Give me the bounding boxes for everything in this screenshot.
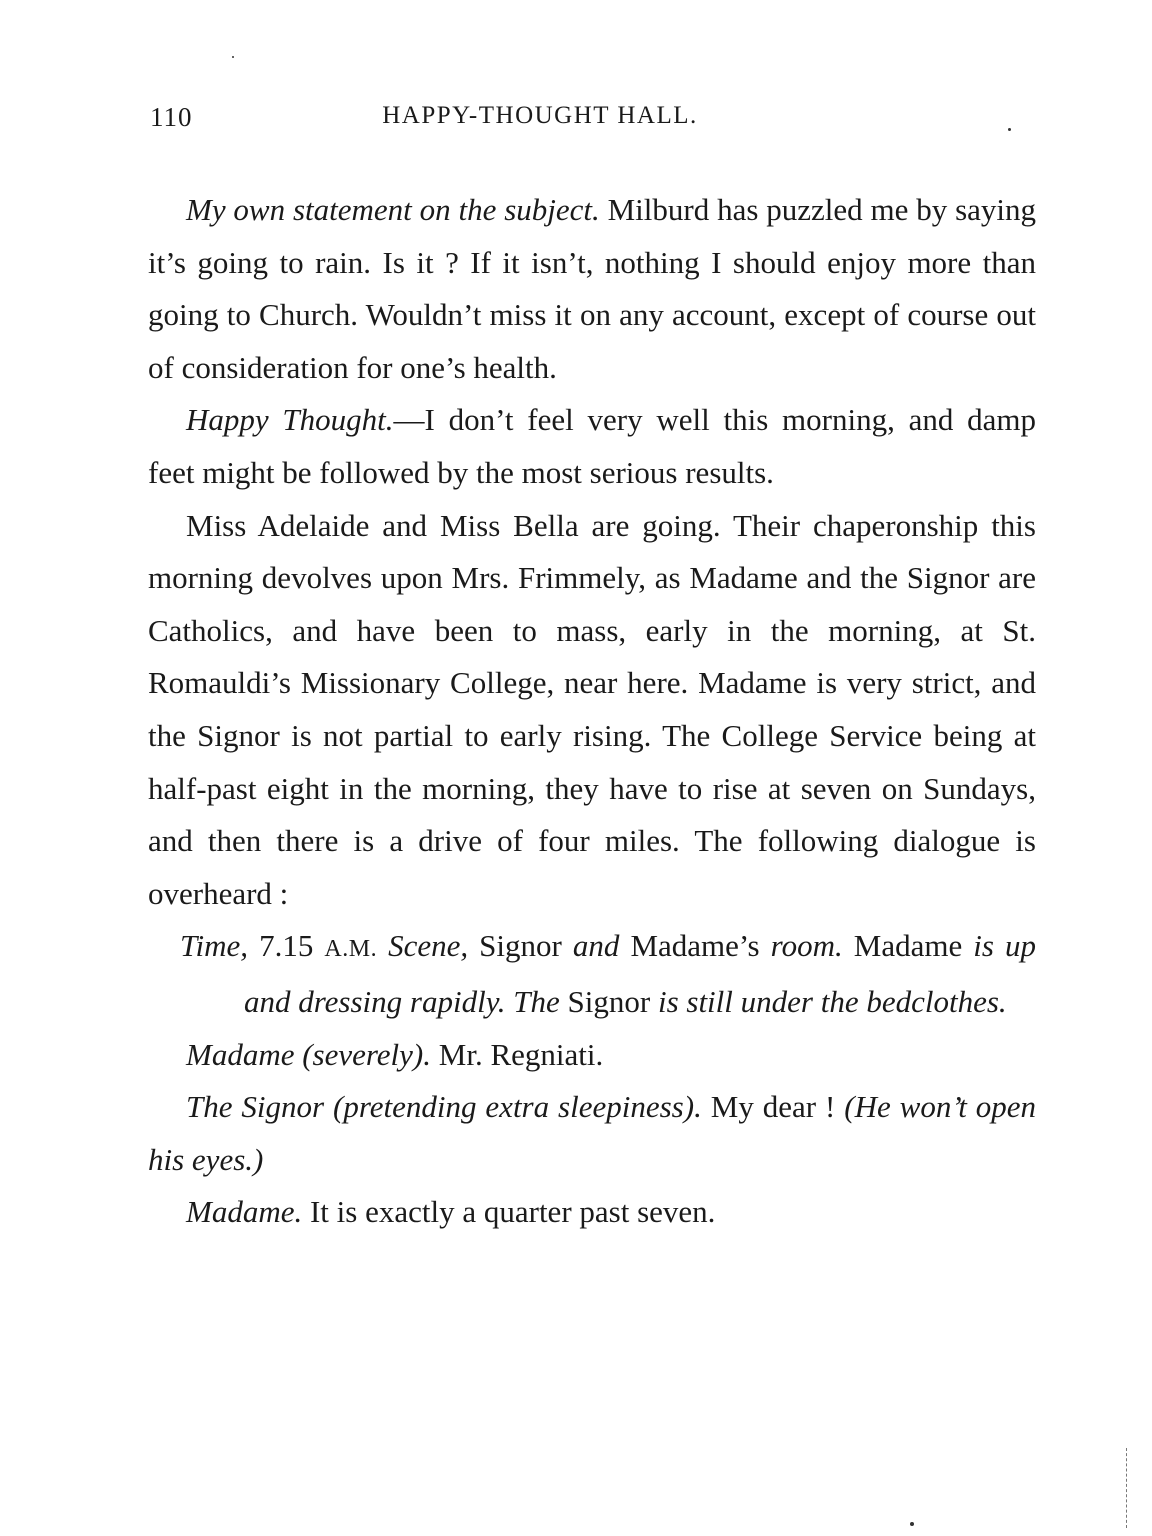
scan-edge-mark bbox=[1126, 1448, 1127, 1528]
scene-and: and bbox=[572, 928, 620, 964]
paragraph-narrative bbox=[148, 500, 1036, 921]
running-title: HAPPY-THOUGHT HALL. bbox=[382, 102, 698, 129]
paragraph-text: Miss Adelaide and Miss Bella are going. Their chaperonship this morning devolves upon Mrs. Frimmely, as Madame and the Signor are Catholics, and have been to mass, early in the morning, at St. Romauldi’s Missionary College, near here. Madame is very strict, and the Signor is not partial to early rising. The College Service being at half-past eight in the morning, they have to rise at seven on Sundays, and then there is a drive of four miles. The following dialogue is overheard : bbox=[148, 507, 1036, 911]
time-am: A.M. bbox=[324, 936, 378, 963]
paragraph-lead: Happy Thought. bbox=[186, 402, 394, 438]
paragraph-happy-thought bbox=[148, 394, 1036, 499]
stage-direction bbox=[148, 920, 1036, 1028]
scene-label: Scene, bbox=[388, 928, 469, 964]
scan-speck bbox=[910, 1522, 914, 1526]
paragraph-lead: My own statement on the subject. bbox=[186, 192, 600, 227]
dialogue-line bbox=[148, 1029, 1036, 1082]
scene-madames: Madame’s bbox=[619, 928, 771, 964]
speech: My dear ! bbox=[701, 1089, 845, 1125]
speaker: Madame. bbox=[186, 1194, 303, 1230]
scan-speck bbox=[1008, 128, 1011, 131]
scene-the: The bbox=[505, 983, 560, 1019]
speech: It is exactly a quarter past seven. bbox=[302, 1194, 716, 1230]
speech: Mr. Regniati. bbox=[431, 1036, 604, 1072]
page-header bbox=[150, 102, 1030, 142]
scene-signor: Signor bbox=[468, 928, 573, 964]
scan-speck bbox=[232, 56, 234, 58]
speaker: Madame (severely). bbox=[186, 1036, 432, 1072]
dialogue-line bbox=[148, 1186, 1036, 1239]
dialogue-line bbox=[148, 1081, 1036, 1186]
aside: (He won’t open his eyes.) bbox=[148, 1089, 1037, 1177]
scene-room: room. bbox=[770, 928, 843, 964]
page-number: 110 bbox=[150, 102, 193, 132]
speaker: The Signor (pretending extra sleepiness). bbox=[186, 1089, 702, 1125]
time-value: 7.15 bbox=[248, 928, 325, 964]
time-label: Time, bbox=[180, 928, 249, 964]
paragraph-statement bbox=[148, 184, 1036, 394]
paragraph-text: Milburd has puzzled me by saying it’s going to rain. Is it ? If it isn’t, nothing I should enjoy more than going to Church. Wouldn’t miss it on any account, except of course out of consideration for one’s health. bbox=[148, 192, 1037, 385]
scene-madame: Madame bbox=[842, 928, 974, 964]
scene-still: is still under the bedclothes. bbox=[657, 983, 1007, 1019]
scene-signor-2: Signor bbox=[559, 983, 658, 1019]
paragraph-text: —I don’t feel very well this morning, and damp feet might be followed by the most serious results. bbox=[148, 402, 1037, 490]
scene-action: is up and dressing rapidly. bbox=[244, 928, 1036, 1019]
page-body bbox=[148, 184, 1036, 1239]
